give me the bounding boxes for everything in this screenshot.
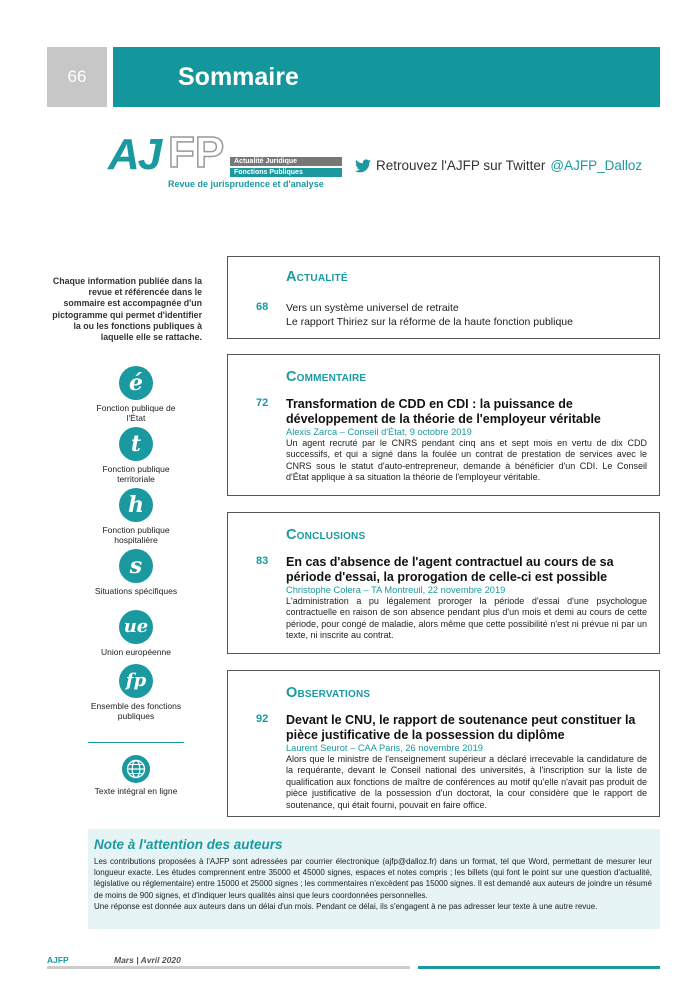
article-author: Alexis Zarca – Conseil d'État, 9 octobre 2019 <box>286 427 472 437</box>
page-title-banner <box>113 47 660 107</box>
legend-territoriale <box>88 427 184 484</box>
conclusions-entry[interactable] <box>256 555 647 642</box>
actualite-line-2: Le rapport Thiriez sur la réforme de la haute fonction publique <box>286 316 573 328</box>
ajfp-logo <box>108 130 348 190</box>
page-ref: 68 <box>256 301 269 313</box>
footer-journal: AJFP <box>47 955 69 965</box>
hospitaliere-icon: h <box>119 488 153 522</box>
observations-entry[interactable] <box>256 713 647 811</box>
legend-label: Union européenne <box>101 647 171 657</box>
legend-label: Ensemble des fonctions publiques <box>90 701 182 721</box>
pictogram-intro: Chaque information publiée dans la revue et référencée dans le sommaire est accompagnée d'un pictogramme qui permet d'identifier la ou les fonctions publiques à laquelle elle se rattache. <box>52 276 202 343</box>
article-author: Christophe Colera – TA Montreuil, 22 novembre 2019 <box>286 585 506 595</box>
union-europeenne-icon: ue <box>119 610 153 644</box>
legend-label: Fonction publique de l'État <box>96 403 176 423</box>
legend-label: Fonction publique territoriale <box>102 464 170 484</box>
logo-line1: Actualité Juridique <box>230 157 342 166</box>
logo-line2: Fonctions Publiques <box>230 168 342 177</box>
territoriale-icon: t <box>119 427 153 461</box>
section-heading: Observations <box>286 685 371 701</box>
article-summary: L'administration a pu légalement proroger la période d'essai d'une psychologue contractuelle en raison de son absence pendant plus d'un mois et demi au cours de cette période, pour congé de maladie, alors même que cette possibilité n'est ni prévue ni par un texte, ni inscrite au contrat. <box>286 596 647 641</box>
commentaire-entry[interactable] <box>256 397 647 484</box>
section-heading: Commentaire <box>286 369 367 385</box>
twitter-text: Retrouvez l'AJFP sur Twitter <box>376 158 546 173</box>
twitter-promo <box>355 158 642 173</box>
twitter-handle[interactable]: @AJFP_Dalloz <box>550 158 643 173</box>
logo-fp: FP <box>168 128 225 177</box>
note-heading: Note à l'attention des auteurs <box>94 837 283 852</box>
footer-rule-grey <box>47 966 410 969</box>
article-author: Laurent Seurot – CAA Paris, 26 novembre 2019 <box>286 743 483 753</box>
actualite-entry[interactable] <box>256 301 647 329</box>
article-summary: Un agent recruté par le CNRS pendant cinq ans et sept mois en vertu de dix CDD successifs, et qui a signé dans la foulée un contrat de prestation de services avec le CNRS sous le statut d'auto-entrepreneur, demande à bénéficier d'un CDI. Le Conseil d'État applique à sa situation la théorie de l'employeur véritable. <box>286 438 647 483</box>
legend-divider <box>88 742 184 743</box>
legend-label: Situations spécifiques <box>94 586 178 596</box>
page-ref: 92 <box>256 713 269 725</box>
note-paragraph-1: Les contributions proposées à l'AJFP sont adressées par courrier électronique (ajfp@dalloz.fr) dans un format, tel que Word, permettant de mesurer leur longueur exacte. Les études comprennent entre 35000 et 45000 signes, espaces et notes compris ; les billets (qui font le point sur une question d'actualité, législative ou réglementaire) entre 15000 et 25000 signes ; les commentaires n'excèdent pas 15000 signes. Il est demandé aux auteurs de joindre un résumé de moins de 900 signes, et d'indiquer leurs qualités ainsi que leurs coordonnées personnelles. <box>94 857 652 900</box>
footer-date: Mars | Avril 2020 <box>114 955 181 965</box>
legend-union-europeenne <box>88 610 184 657</box>
legend-label: Texte intégral en ligne <box>94 786 178 796</box>
logo-aj: AJ <box>108 130 161 179</box>
article-title: Devant le CNU, le rapport de soutenance peut constituer la pièce justificative de la possession du diplôme <box>286 713 636 742</box>
section-observations <box>227 670 660 817</box>
article-summary: Alors que le ministre de l'enseignement supérieur a déclaré irrecevable la candidature de la requérante, devant le Conseil national des universités, à l'inscription sur la liste de qualification aux fonctions de maître de conférences au motif qu'elle n'avait pas produit de pièce justificative de la possession d'un doctorat, la cour considère que le rapport de soutenance, qui était fourni, pouvait en faire office. <box>286 754 647 810</box>
section-heading: Conclusions <box>286 527 366 543</box>
legend-situations <box>88 549 184 596</box>
actualite-line-1: Vers un système universel de retraite <box>286 302 459 314</box>
twitter-bird-icon <box>355 159 371 173</box>
legend-texte-integral <box>88 755 184 796</box>
legend-ensemble <box>88 664 184 721</box>
ensemble-icon: fp <box>119 664 153 698</box>
situations-icon: s <box>119 549 153 583</box>
legend-etat <box>88 366 184 423</box>
logo-subtitle: Revue de jurisprudence et d'analyse <box>168 179 324 189</box>
globe-icon-svg <box>126 759 146 779</box>
page-title: Sommaire <box>178 62 299 91</box>
page-number: 66 <box>47 47 107 107</box>
note-paragraph-2: Une réponse est donnée aux auteurs dans un délai d'un mois. Pendant ce délai, ils s'engagent à ne pas adresser leur texte à une autre revue. <box>94 901 598 911</box>
article-title: En cas d'absence de l'agent contractuel au cours de sa période d'essai, la prorogation de celle-ci est possible <box>286 555 614 584</box>
etat-icon: é <box>119 366 153 400</box>
legend-label: Fonction publique hospitalière <box>102 525 170 545</box>
footer-rule-teal <box>418 966 660 969</box>
section-actualite <box>227 256 660 339</box>
section-commentaire <box>227 354 660 496</box>
globe-icon <box>122 755 150 783</box>
page-ref: 83 <box>256 555 269 567</box>
page-ref: 72 <box>256 397 269 409</box>
section-conclusions <box>227 512 660 654</box>
section-heading: Actualité <box>286 269 348 285</box>
authors-note <box>88 829 660 929</box>
article-title: Transformation de CDD en CDI : la puissance de développement de la théorie de l'employeur véritable <box>286 397 601 426</box>
legend-hospitaliere <box>88 488 184 545</box>
